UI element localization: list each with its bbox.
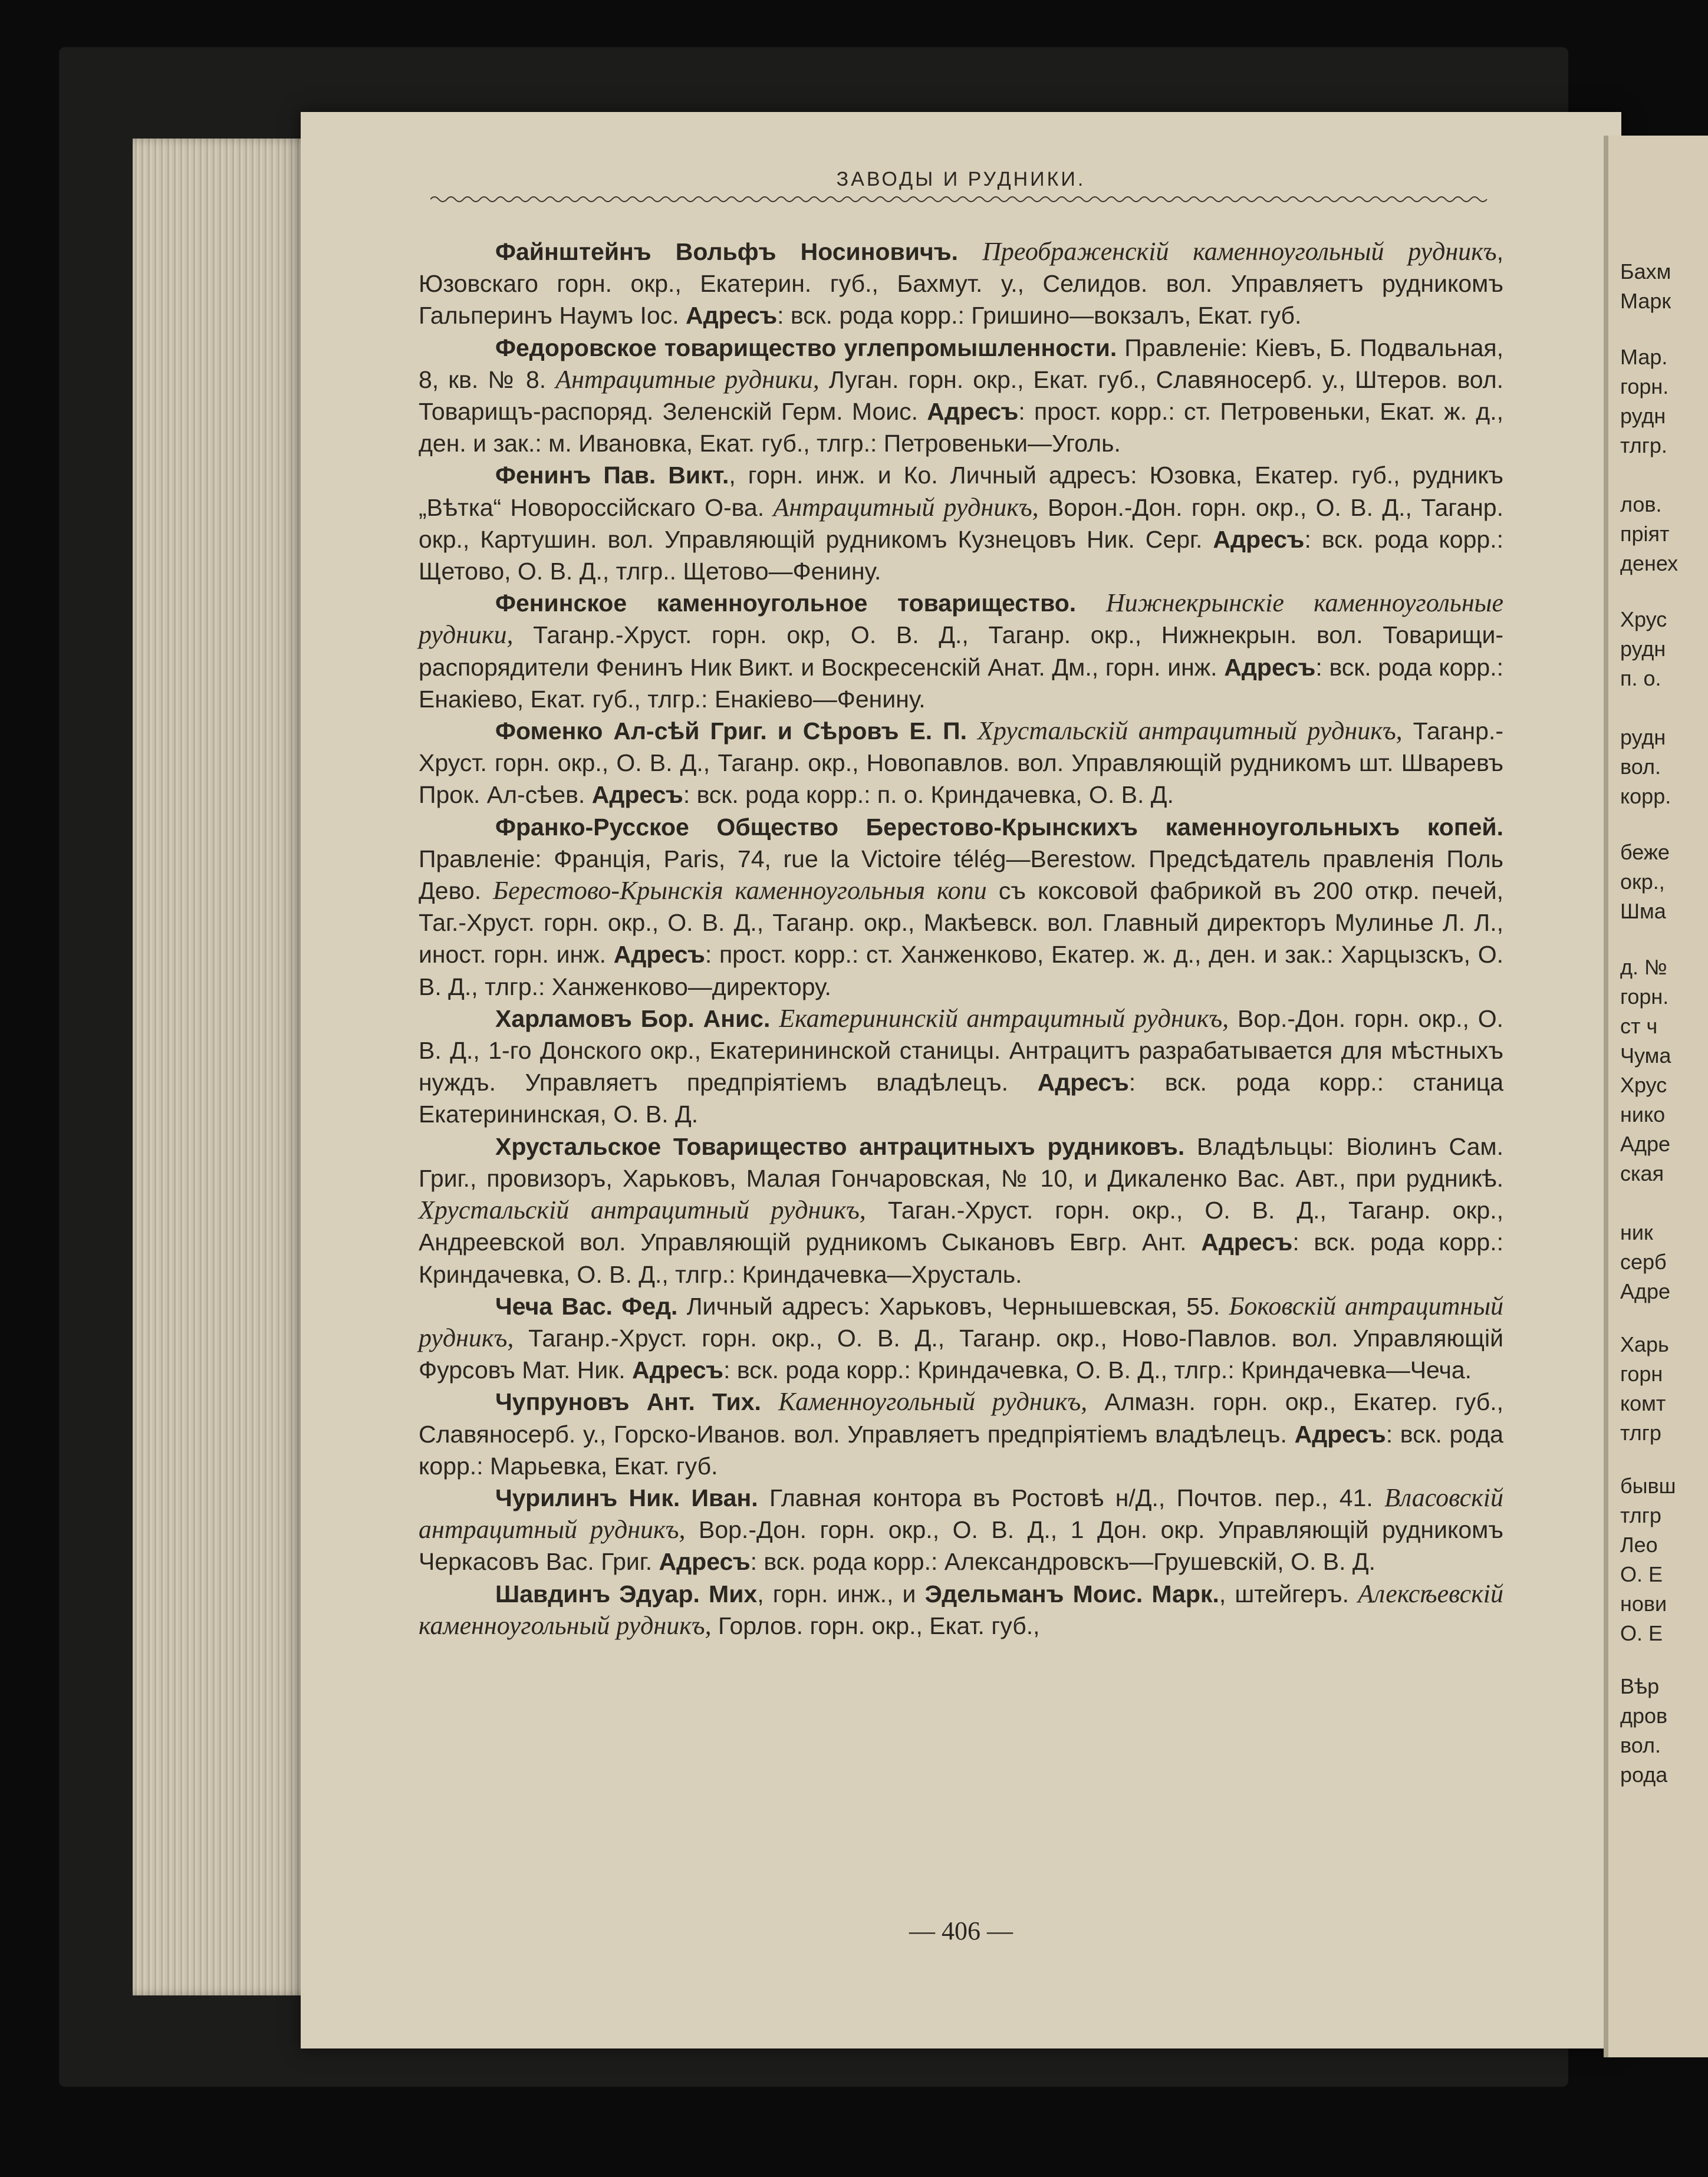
right-page-line: бывш — [1620, 1474, 1676, 1498]
left-page — [301, 112, 1621, 2048]
entry-text: : вск. рода корр.: Криндачевка, О. В. Д., тлгр.: Криндачевка—Хрусталь. — [419, 1229, 1503, 1288]
page-edges — [133, 139, 321, 1995]
entry-italic: Нижнекрынскіе каменноугольные рудники, — [419, 588, 1503, 650]
right-page-line: Харь — [1620, 1332, 1669, 1356]
right-page-line: рудн — [1620, 404, 1666, 428]
entry-text: , Юзовскаго горн. окр., Екатерин. губ., Бахмут. у., Селидов. вол. Управляетъ рудникомъ Гальперинъ Наумъ Іос. — [419, 238, 1503, 330]
entry-text: : прост. корр.: ст. Петровеньки, Екат. ж. д., ден. и зак.: м. Ивановка, Екат. губ., тлгр.: Петровеньки—Уголь. — [419, 398, 1504, 457]
entry-address-label: Адресъ — [1224, 653, 1316, 681]
entry-name: Фенинское каменноугольное товарищество. — [495, 589, 1077, 617]
entry-name: Федоровское товарищество углепромышленности. — [495, 334, 1117, 361]
entry-address-label: Адресъ — [1294, 1420, 1386, 1448]
directory-entry — [419, 1003, 1503, 1131]
directory-entry — [419, 236, 1503, 332]
right-page-line: рудн — [1620, 637, 1666, 661]
entry-text: Таганр.-Хруст. горн. окр., О. В. Д., Таганр. окр., Ново-Павлов. вол. Управляющій Фурсовъ Мат. Ник. — [419, 1324, 1503, 1384]
entry-text: : вск. рода корр.: п. о. Криндачевка, О. В. Д. — [683, 781, 1174, 809]
directory-entry — [419, 1578, 1503, 1642]
right-page-line: горн. — [1620, 984, 1669, 1009]
entry-name: Файнштейнъ Вольфъ Носиновичъ. — [495, 238, 959, 265]
entry-text — [967, 717, 978, 745]
page-number: — 406 — — [909, 1916, 1013, 1945]
entry-text: , штейгеръ. — [1219, 1580, 1358, 1608]
entry-text: : вск. рода корр.: станица Екатерининская, О. В. Д. — [419, 1069, 1504, 1128]
entry-italic: Власовскій антрацитный рудникъ, — [419, 1483, 1504, 1544]
entry-name: Фенинъ Пав. Викт. — [495, 462, 729, 489]
right-page-fragment — [1604, 136, 1708, 2057]
entry-name: Шавдинъ Эдуар. Мих — [495, 1580, 758, 1608]
entry-text — [770, 1005, 779, 1032]
entry-text: : вск. рода корр.: Марьевка, Екат. губ. — [419, 1420, 1503, 1480]
right-page-line: нови — [1620, 1592, 1667, 1616]
entry-text: Главная контора въ Ростовѣ н/Д., Почтов. пер., 41. — [758, 1484, 1385, 1511]
entry-italic: Хрустальскій антрацитный рудникъ, — [419, 1195, 866, 1225]
right-page-line: вол. — [1620, 755, 1661, 779]
entry-italic: Берестово-Крынскія каменноугольныя копи — [493, 876, 987, 905]
entry-text: Владѣльцы: Віолинъ Сам. Григ., провизоръ, Харьковъ, Малая Гончаровская, № 10, и Дикаленко Вас. Авт., при рудникѣ. — [419, 1132, 1503, 1192]
entry-name: Харламовъ Бор. Анис. — [495, 1004, 771, 1032]
entry-italic: Алексѣевскій каменноугольный рудникъ, — [419, 1579, 1503, 1640]
right-page-line: д. № — [1620, 955, 1667, 979]
right-page-line: рудн — [1620, 725, 1666, 749]
entry-italic: Каменноугольный рудникъ, — [778, 1387, 1088, 1417]
entry-text: Правленіе: Кіевъ, Б. Подвальная, 8, кв. № 8. — [419, 334, 1503, 393]
entry-text — [1076, 589, 1106, 617]
entry-text: Таганр.-Хруст. горн. окр, О. В. Д., Таганр. окр., Нижнекрын. вол. Товарищи-распорядители Фенинъ Ник Викт. и Воскресенскій Анат. Дм., горн. инж. — [419, 621, 1503, 681]
entry-address-label: Адресъ — [927, 398, 1019, 426]
right-page-line: Вѣр — [1620, 1674, 1660, 1698]
ornamental-rule — [430, 195, 1492, 204]
right-page-line: Хрус — [1620, 1073, 1667, 1097]
right-page-line: беже — [1620, 840, 1670, 864]
entry-text: Таган.-Хруст. горн. окр., О. В. Д., Таганр. окр., Андреевской вол. Управляющій рудникомъ Сыкановъ Евгр. Ант. — [419, 1197, 1503, 1256]
entry-text: Вор.-Дон. горн. окр., О. В. Д., 1-го Донского окр., Екатерининской станицы. Антрацитъ разрабатывается для мѣстныхъ нуждъ. Управляетъ предпріятіемъ владѣлецъ. — [419, 1004, 1503, 1096]
entry-text: Луган. горн. окр., Екат. губ., Славяносерб. у., Штеров. вол. Товарищъ-распоряд. Зеленскій Герм. Моис. — [419, 365, 1504, 426]
directory-entry — [419, 587, 1503, 715]
right-page-line: корр. — [1620, 784, 1671, 808]
right-page-line: Бахм — [1620, 259, 1671, 284]
entry-text — [958, 238, 982, 265]
right-page-line: Адре — [1620, 1132, 1671, 1156]
right-page-line: тлгр — [1620, 1421, 1661, 1445]
right-page-line: Чума — [1620, 1043, 1671, 1068]
right-page-line: серб — [1620, 1250, 1667, 1274]
entry-name: Фоменко Ал-сѣй Григ. и Сѣровъ Е. П. — [495, 717, 967, 745]
entry-address-label: Адресъ — [613, 941, 705, 969]
entry-address-label: Адресъ — [1201, 1229, 1293, 1256]
right-page-line: Марк — [1620, 289, 1671, 313]
directory-entry — [419, 459, 1503, 587]
entry-name: Чурилинъ Ник. Иван. — [495, 1484, 758, 1511]
entry-text: Таганр.-Хруст. горн. окр., О. В. Д., Таганр. окр., Новопавлов. вол. Управляющій рудникомъ шт. Шваревъ Прок. Ал-сѣев. — [419, 717, 1504, 809]
right-page-line: ст ч — [1620, 1014, 1658, 1038]
entry-text: , горн. инж. и Ко. Личный адресъ: Юзовка, Екатер. губ., рудникъ „Вѣтка“ Новороссійскаго О-ва. — [419, 462, 1503, 521]
right-page-line: лов. — [1620, 492, 1662, 516]
right-page-line: Мар. — [1620, 345, 1668, 369]
entry-text: , горн. инж., и — [757, 1580, 925, 1608]
entry-address-label: Адресъ — [686, 302, 778, 330]
entry-text: Правленіе: Франція, Paris, 74, rue la Victoire télég—Berestow. Предсѣдатель правленія Поль Дево. — [419, 845, 1503, 905]
right-page-line: О. Е — [1620, 1621, 1663, 1645]
entry-italic: Антрацитный рудникъ, — [773, 492, 1039, 522]
right-page-line: дров — [1620, 1704, 1668, 1728]
right-page-line: ник — [1620, 1220, 1653, 1244]
right-page-line: вол. — [1620, 1733, 1661, 1757]
directory-entry — [419, 1131, 1503, 1290]
directory-entry — [419, 715, 1503, 811]
right-page-line: Лео — [1620, 1533, 1658, 1557]
right-page-line: Хрус — [1620, 607, 1667, 631]
entry-address-label: Адресъ — [1213, 525, 1305, 553]
entry-text: съ коксовой фабрикой въ 200 откр. печей, Таг.-Хруст. горн. окр., О. В. Д., Таганр. окр., Макѣевск. вол. Главный директоръ Мулинье Л. Л., иност. горн. инж. — [419, 877, 1504, 969]
entry-italic: Преображенскій каменноугольный рудникъ — [982, 237, 1497, 266]
directory-entries — [419, 236, 1503, 1642]
entry-text: : вск. рода корр.: Гришино—вокзалъ, Екат. губ. — [777, 302, 1302, 330]
running-head: ЗАВОДЫ И РУДНИКИ. — [836, 168, 1086, 190]
entry-italic: Екатерининскій антрацитный рудникъ, — [779, 1003, 1229, 1033]
entry-text: Ворон.-Дон. горн. окр., О. В. Д., Таганр. окр., Картушин. вол. Управляющій рудникомъ Кузнецовъ Ник. Серг. — [419, 493, 1504, 553]
directory-entry — [419, 1482, 1503, 1578]
right-page-line: Адре — [1620, 1279, 1671, 1303]
entry-italic: Хрустальскій антрацитный рудникъ, — [977, 716, 1403, 746]
entry-address-label: Адресъ — [659, 1548, 751, 1576]
directory-entry — [419, 1386, 1503, 1482]
right-page-line: тлгр — [1620, 1503, 1661, 1527]
entry-italic: Боковскій антрацитный рудникъ, — [419, 1291, 1503, 1352]
entry-italic: Антрацитные рудники, — [555, 364, 820, 394]
entry-text: : прост. корр.: ст. Ханженково, Екатер. ж. д., ден. и зак.: Харцызскъ, О. В. Д., тлгр.: Ханженково—директору. — [419, 941, 1503, 1000]
right-page-line: комт — [1620, 1391, 1666, 1415]
entry-text: : вск. рода корр.: Щетово, О. В. Д., тлгр.. Щетово—Фенину. — [419, 525, 1503, 585]
entry-address-label: Адресъ — [1037, 1069, 1129, 1096]
right-page-line: п. о. — [1620, 666, 1661, 690]
right-page-line: рода — [1620, 1763, 1668, 1787]
entry-text: : вск. рода корр.: Енакіево, Екат. губ., тлгр.: Енакіево—Фенину. — [419, 653, 1503, 713]
entry-text: Алмазн. горн. окр., Екатер. губ., Славяносерб. у., Горско-Иванов. вол. Управляетъ предпріятіемъ владѣлецъ. — [419, 1388, 1503, 1448]
entry-name: Чупруновъ Ант. Тих. — [495, 1388, 761, 1416]
directory-entry — [419, 1290, 1503, 1386]
right-page-line: нико — [1620, 1102, 1666, 1127]
right-page-line: тлгр. — [1620, 433, 1667, 457]
right-page-line: Шма — [1620, 899, 1666, 923]
entry-text — [761, 1388, 778, 1415]
directory-entry — [419, 811, 1503, 1003]
entry-address-label: Адресъ — [591, 781, 683, 809]
right-page-line: горн — [1620, 1362, 1663, 1386]
right-page-line: пріят — [1620, 522, 1670, 546]
entry-name: Хрустальское Товарищество антрацитныхъ рудниковъ. — [495, 1132, 1185, 1160]
entry-text: Вор.-Дон. горн. окр., О. В. Д., 1 Дон. окр. Управляющій рудникомъ Черкасовъ Вас. Григ. — [419, 1516, 1503, 1576]
entry-text: : вск. рода корр.: Александровскъ—Грушевскій, О. В. Д. — [750, 1548, 1376, 1576]
entry-name: Эдельманъ Моис. Марк. — [924, 1580, 1219, 1608]
entry-text: : вск. рода корр.: Криндачевка, О. В. Д., тлгр.: Криндачевка—Чеча. — [723, 1356, 1472, 1384]
entry-address-label: Адресъ — [631, 1356, 724, 1384]
right-page-line: О. Е — [1620, 1562, 1663, 1586]
directory-entry — [419, 332, 1503, 460]
entry-text: Личный адресъ: Харьковъ, Чернышевская, 55. — [677, 1292, 1229, 1320]
right-page-line: денех — [1620, 551, 1679, 575]
entry-text: Горлов. горн. окр., Екат. губ., — [711, 1612, 1040, 1639]
right-page-line: ская — [1620, 1161, 1664, 1185]
entry-name: Чеча Вас. Фед. — [495, 1292, 678, 1320]
right-page-line: окр., — [1620, 870, 1665, 894]
entry-name: Франко-Русское Общество Берестово-Крынскихъ каменноугольныхъ копей. — [495, 813, 1503, 841]
right-page-line: горн. — [1620, 374, 1669, 398]
